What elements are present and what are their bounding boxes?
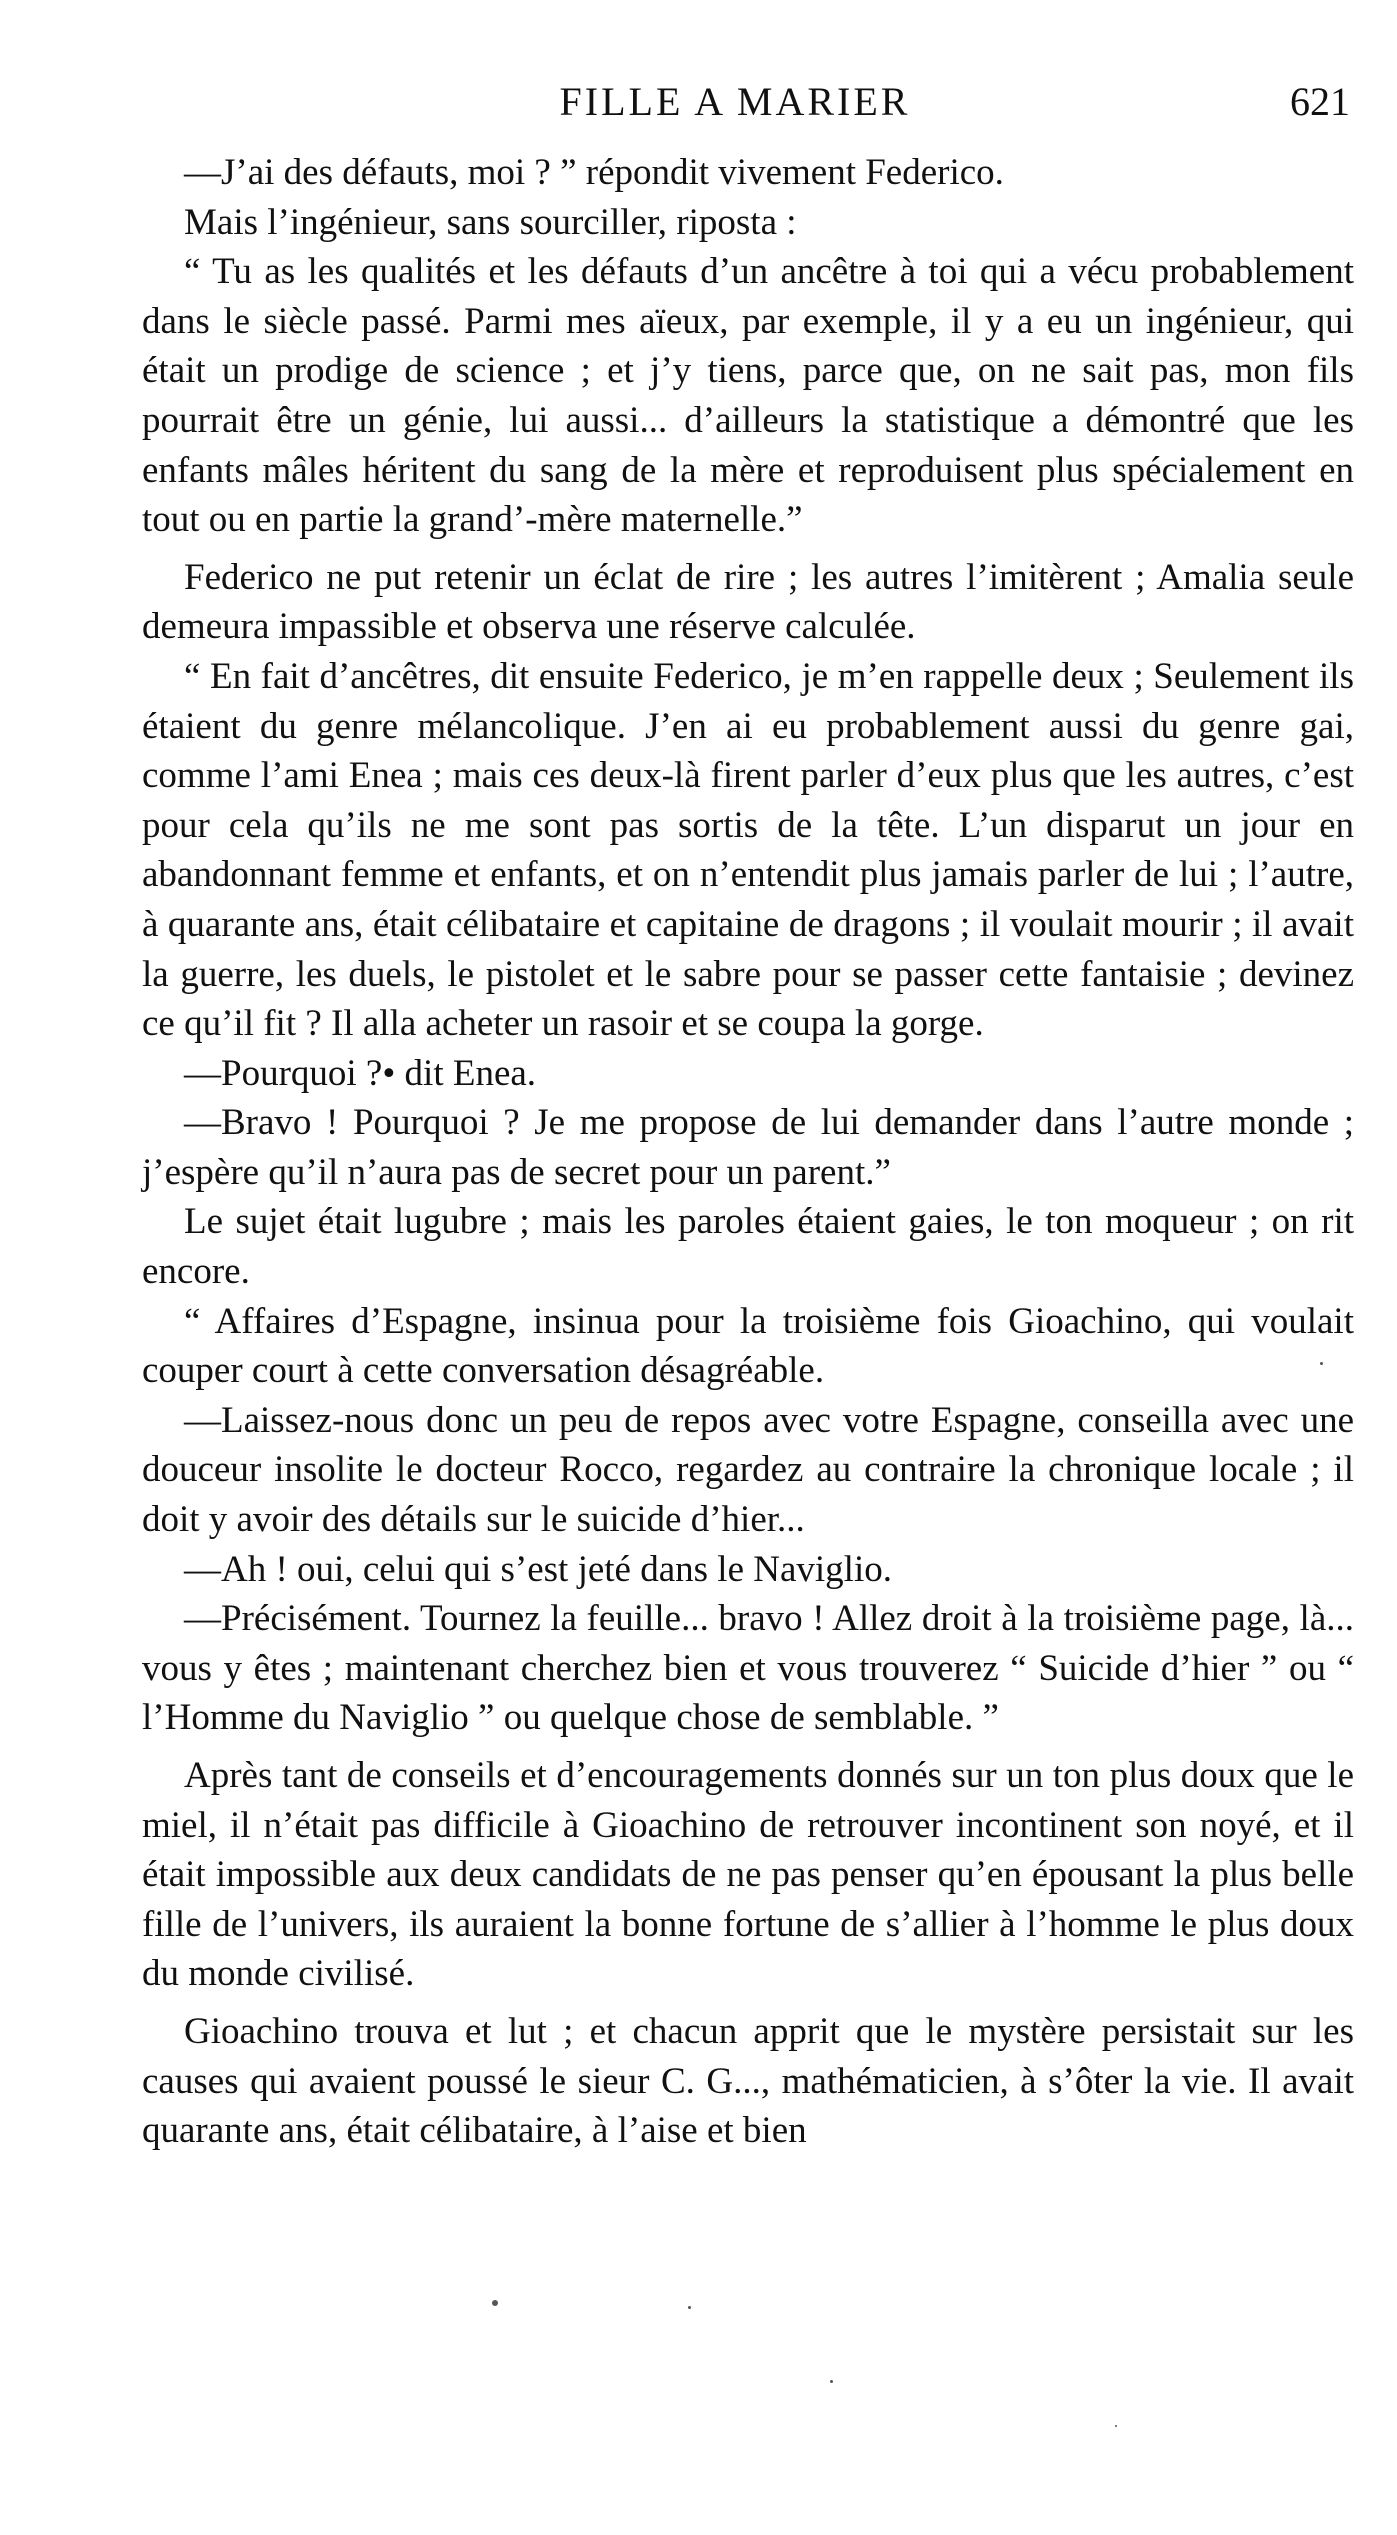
page-header bbox=[120, 78, 1350, 138]
paragraph: Gioachino trouva et lut ; et chacun apprit que le mystère persistait sur les causes qui avaient poussé le sieur C. G..., mathématicien, à s’ôter la vie. Il avait quarante ans, était célibataire, à l’aise et bien bbox=[142, 2010, 1354, 2152]
paragraph: —J’ai des défauts, moi ? ” répondit vivement Federico. bbox=[184, 152, 1004, 193]
paragraph: Le sujet était lugubre ; mais les paroles étaient gaies, le ton moqueur ; on rit encore. bbox=[142, 1201, 1354, 1293]
speck bbox=[1115, 2425, 1117, 2427]
paragraph: —Laissez-nous donc un peu de repos avec votre Espagne, conseilla avec une douceur insolite le docteur Rocco, regardez au contraire la chronique locale ; il doit y avoir des détails sur le suicide d’hier... bbox=[142, 1399, 1354, 1541]
page-number: 621 bbox=[1290, 79, 1350, 124]
paragraph: “ En fait d’ancêtres, dit ensuite Federico, je m’en rappelle deux ; Seulement ils étaient du genre mélancolique. J’en ai eu probablement aussi du genre gai, comme l’ami Enea ; mais ces deux-là firent parler d’eux plus que les autres, c’est pour cela qu’ils ne me sont pas sortis de la tête. L’un disparut un jour en abandonnant femme et enfants, et on n’entendit plus jamais parler de lui ; l’autre, à quarante ans, était célibataire et capitaine de dragons ; il voulait mourir ; il avait la guerre, les duels, le pistolet et le sabre pour se passer cette fantaisie ; devinez ce qu’il fit ? Il alla acheter un rasoir et se coupa la gorge. bbox=[142, 655, 1354, 1045]
paragraph: Federico ne put retenir un éclat de rire ; les autres l’imitèrent ; Amalia seule demeura impassible et observa une réserve calculée. bbox=[142, 556, 1354, 648]
body-text bbox=[142, 148, 1354, 2156]
paragraph: —Bravo ! Pourquoi ? Je me propose de lui demander dans l’autre monde ; j’espère qu’il n’aura pas de secret pour un parent.” bbox=[142, 1102, 1354, 1193]
paragraph: “ Tu as les qualités et les défauts d’un ancêtre à toi qui a vécu probablement dans le siècle passé. Parmi mes aïeux, par exemple, il y a eu un ingénieur, qui était un prodige de science ; et j’y tiens, parce que, on ne sait pas, mon fils pourrait être un génie, lui aussi... d’ailleurs la statistique a démontré que les enfants mâles héritent du sang de la mère et reproduisent plus spécialement en tout ou en partie la grand’-mère maternelle.” bbox=[142, 251, 1354, 541]
paragraph: —Précisément. Tournez la feuille... bravo ! Allez droit à la troisième page, là... vous y êtes ; maintenant cherchez bien et vous trouverez “ Suicide d’hier ” ou “ l’Homme du Naviglio ” ou quelque chose de semblable. ” bbox=[142, 1598, 1354, 1739]
speck bbox=[830, 2380, 833, 2383]
paragraph: —Ah ! oui, celui qui s’est jeté dans le Naviglio. bbox=[184, 1548, 892, 1590]
running-title: FILLE A MARIER bbox=[559, 79, 911, 124]
paragraph: Mais l’ingénieur, sans sourciller, riposta : bbox=[184, 201, 797, 243]
paragraph: Après tant de conseils et d’encouragements donnés sur un ton plus doux que le miel, il n’était pas difficile à Gioachino de retrouver incontinent son noyé, et il était impossible aux deux candidats de ne pas penser qu’en épousant la plus belle fille de l’univers, ils auraient la bonne fortune de s’allier à l’homme le plus doux du monde civilisé. bbox=[142, 1755, 1354, 1995]
speck bbox=[492, 2300, 498, 2306]
speck bbox=[1320, 1362, 1323, 1365]
speck bbox=[688, 2306, 691, 2309]
paragraph: —Pourquoi ?• dit Enea. bbox=[184, 1052, 537, 1094]
paragraph: “ Affaires d’Espagne, insinua pour la troisième fois Gioachino, qui voulait couper court à cette conversation désagréable. bbox=[142, 1300, 1354, 1392]
